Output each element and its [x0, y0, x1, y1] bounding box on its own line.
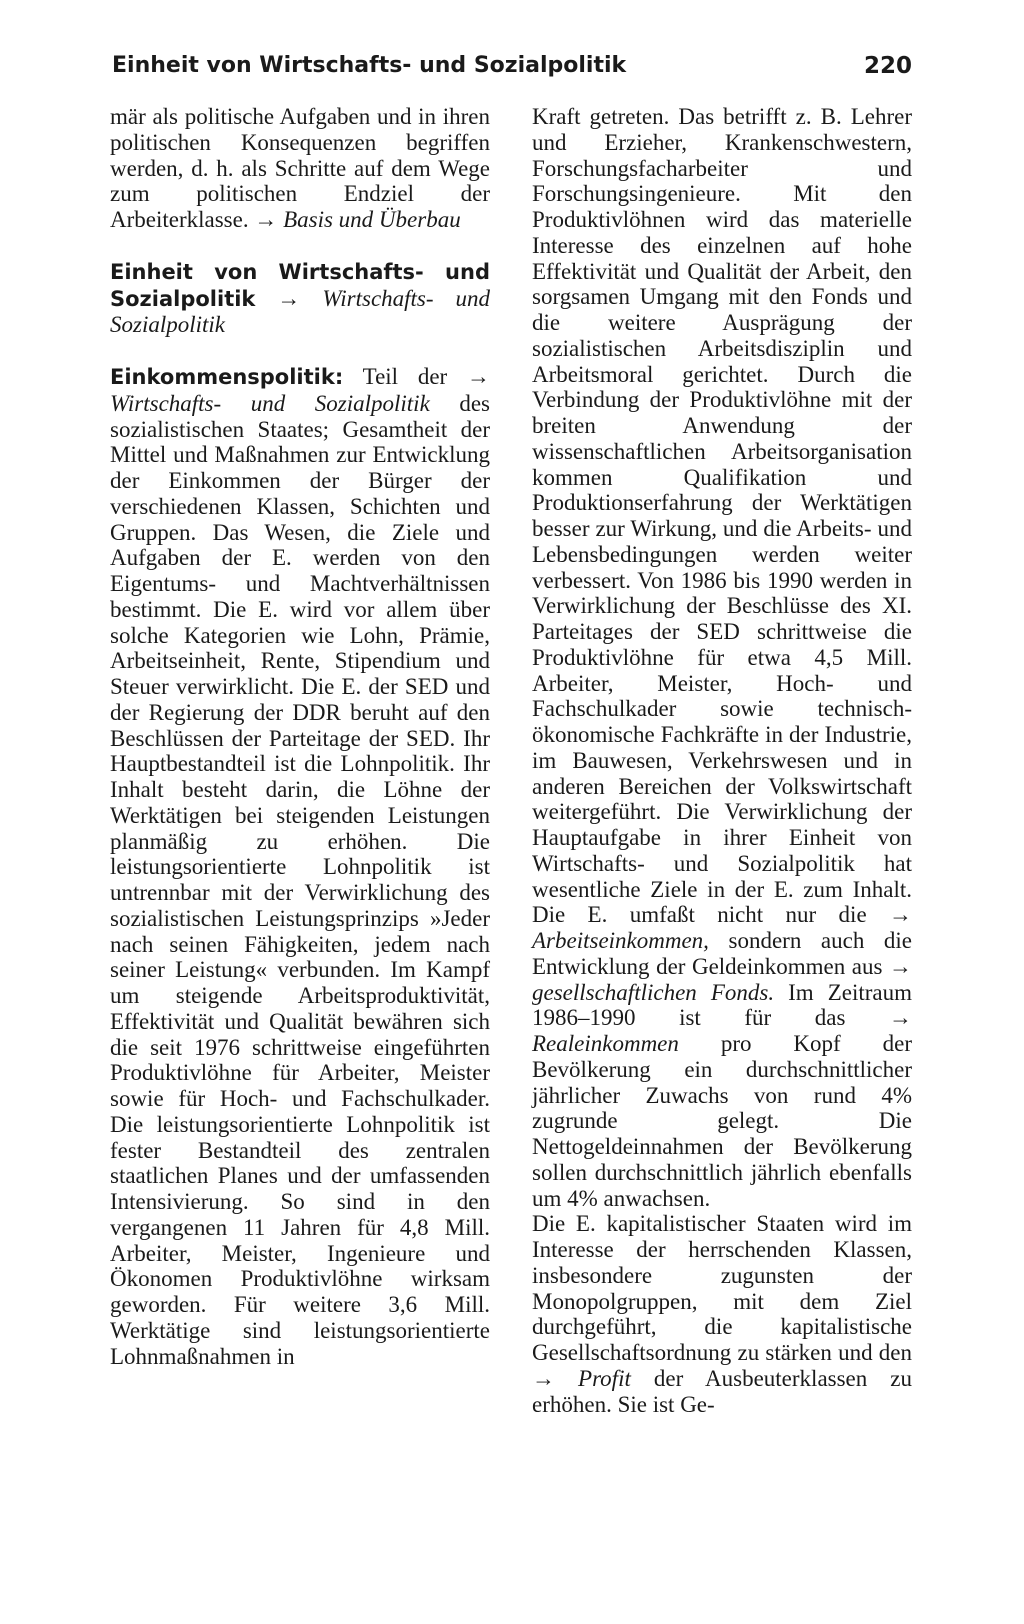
cross-reference-link[interactable]: Basis und Überbau [283, 207, 461, 232]
body-text: pro Kopf der Bevölkerung ein durchschnittlicher jährlicher Zuwachs von rund 4% zugrunde gelegt. Die Nettogeldeinnahmen der Bevölkerung sollen durchschnittlich jährlich ebenfalls um 4% anwachsen. [532, 1031, 912, 1211]
cross-reference-link[interactable]: Profit [578, 1365, 631, 1391]
cross-reference-arrow: → [254, 207, 278, 232]
continuation-paragraph [110, 104, 490, 233]
cross-reference-arrow: → [532, 1365, 555, 1391]
capitalist-paragraph [532, 1211, 912, 1417]
running-head: Einheit von Wirtschafts- und Sozialpolitik [112, 53, 627, 78]
entry-text: des sozialistischen Staates; Gesamtheit der Mittel und Maßnahmen zur Entwicklung der Einkommen der Bürger der verschiedenen Klassen, Schichten und Gruppen. Das Wesen, die Ziele und Aufgaben der E. werden von den Eigentums- und Machtverhältnissen bestimmt. Die E. wird vor allem über solche Kategorien wie Lohn, Prämie, Arbeitseinheit, Rente, Stipendium und Steuer verwirklicht. Die E. der SED und der Regierung der DDR beruht auf den Beschlüssen der Parteitage der SED. Ihr Hauptbestandteil ist die Lohnpolitik. Ihr Inhalt besteht darin, die Löhne der Werktätigen bei steigenden Leistungen planmäßig zu erhöhen. Die leistungsorientierte Lohnpolitik ist untrennbar mit der Verwirklichung des sozialistischen Leistungsprinzips »Jeder nach seinen Fähigkeiten, jedem nach seiner Leistung« verbunden. Im Kampf um steigende Arbeitsproduktivität, Effektivität und Qualität bewähren sich die seit 1976 schrittweise eingeführten Produktivlöhne für Arbeiter, Meister sowie für Hoch- und Fachschulkader. Die leistungsorientierte Lohnpolitik ist fester Bestandteil des zentralen staatlichen Planes und der umfassenden Intensivierung. So sind in den vergangenen 11 Jahren für 4,8 Mill. Arbeiter, Meister, Ingenieure und Ökonomen Produktivlöhne wirksam geworden. Für weitere 3,6 Mill. Werktätige sind leistungsorientierte Lohnmaßnahmen in [110, 390, 491, 1369]
cross-reference-arrow: → [889, 953, 912, 979]
body-text: Kraft getreten. Das betrifft z. B. Lehrer und Erzieher, Krankenschwestern, Forschungsfacharbeiter und Forschungsingenieure. Mit den Produktivlöhnen wird das materielle Interesse des einzelnen auf hohe Effektivität und Qualität der Arbeit, den sorgsamen Umgang mit den Fonds und die weitere Ausprägung der sozialistischen Arbeitsdisziplin und Arbeitsmoral gerichtet. Durch die Verbindung der Produktivlöhne mit der breiten Anwendung der wissenschaftlichen Arbeitsorganisation kommen Qualifikation und Produktionserfahrung der Werktätigen besser zur Wirkung, und die Arbeits- und Lebensbedingungen werden weiter verbessert. Von 1986 bis 1990 werden in Verwirklichung der Beschlüsse des XI. Parteitages der SED schrittweise die Produktivlöhne für etwa 4,5 Mill. Arbeiter, Meister, Hoch- und Fachschulkader sowie technisch-ökonomische Fachkräfte in der Industrie, im Bauwesen, Verkehrswesen und in anderen Bereichen der Volkswirtschaft weitergeführt. Die Verwirklichung der Hauptaufgabe in ihrer Einheit von Wirtschafts- und Sozialpolitik hat wesentliche Ziele in der E. zum Inhalt. Die E. umfaßt nicht nur die [532, 104, 912, 928]
headword: Einkommenspolitik: [110, 365, 344, 389]
cross-reference-link[interactable]: Wirtschafts- und Sozialpolitik [110, 285, 491, 338]
cross-reference-arrow: → [467, 364, 490, 389]
entry-text: Teil der [362, 364, 448, 389]
page-header [112, 50, 912, 86]
body-text: Im Zeitraum 1986–1990 ist für das [532, 979, 912, 1031]
cross-reference-arrow: → [277, 285, 301, 311]
left-column [110, 104, 490, 1369]
body-text: der Ausbeuterklassen zu erhöhen. Sie ist Ge- [532, 1365, 912, 1417]
entry-einheit [110, 259, 490, 338]
cross-reference-arrow: → [889, 902, 913, 928]
headword: Einheit von Wirtschafts- und Sozialpolitik [110, 259, 490, 311]
cross-reference-arrow: → [889, 1005, 912, 1031]
continuation-text: mär als politische Aufgaben und in ihren politischen Konsequenzen begriffen werden, d. h. als Schritte auf dem Wege zum politischen Endziel der Arbeiterklasse. [110, 104, 490, 232]
cross-reference-link[interactable]: Wirtschafts- und Sozialpolitik [110, 390, 430, 416]
right-column [532, 104, 912, 1417]
continued-paragraph [532, 104, 912, 1211]
cross-reference-link[interactable]: Realeinkommen [532, 1031, 679, 1056]
entry-einkommenspolitik [110, 364, 490, 1369]
body-text: Die E. kapitalistischer Staaten wird im Interesse der herrschenden Klassen, insbesondere zugunsten der Monopolgruppen, mit dem Ziel durchgeführt, die kapitalistische Gesellschaftsordnung zu stärken und den [532, 1211, 912, 1365]
cross-reference-link[interactable]: Arbeitseinkommen, [532, 928, 709, 953]
body-text: sondern auch die Entwicklung der Geldeinkommen aus [532, 928, 912, 979]
page-number: 220 [863, 53, 912, 79]
cross-reference-link[interactable]: gesellschaftlichen Fonds. [532, 979, 775, 1005]
